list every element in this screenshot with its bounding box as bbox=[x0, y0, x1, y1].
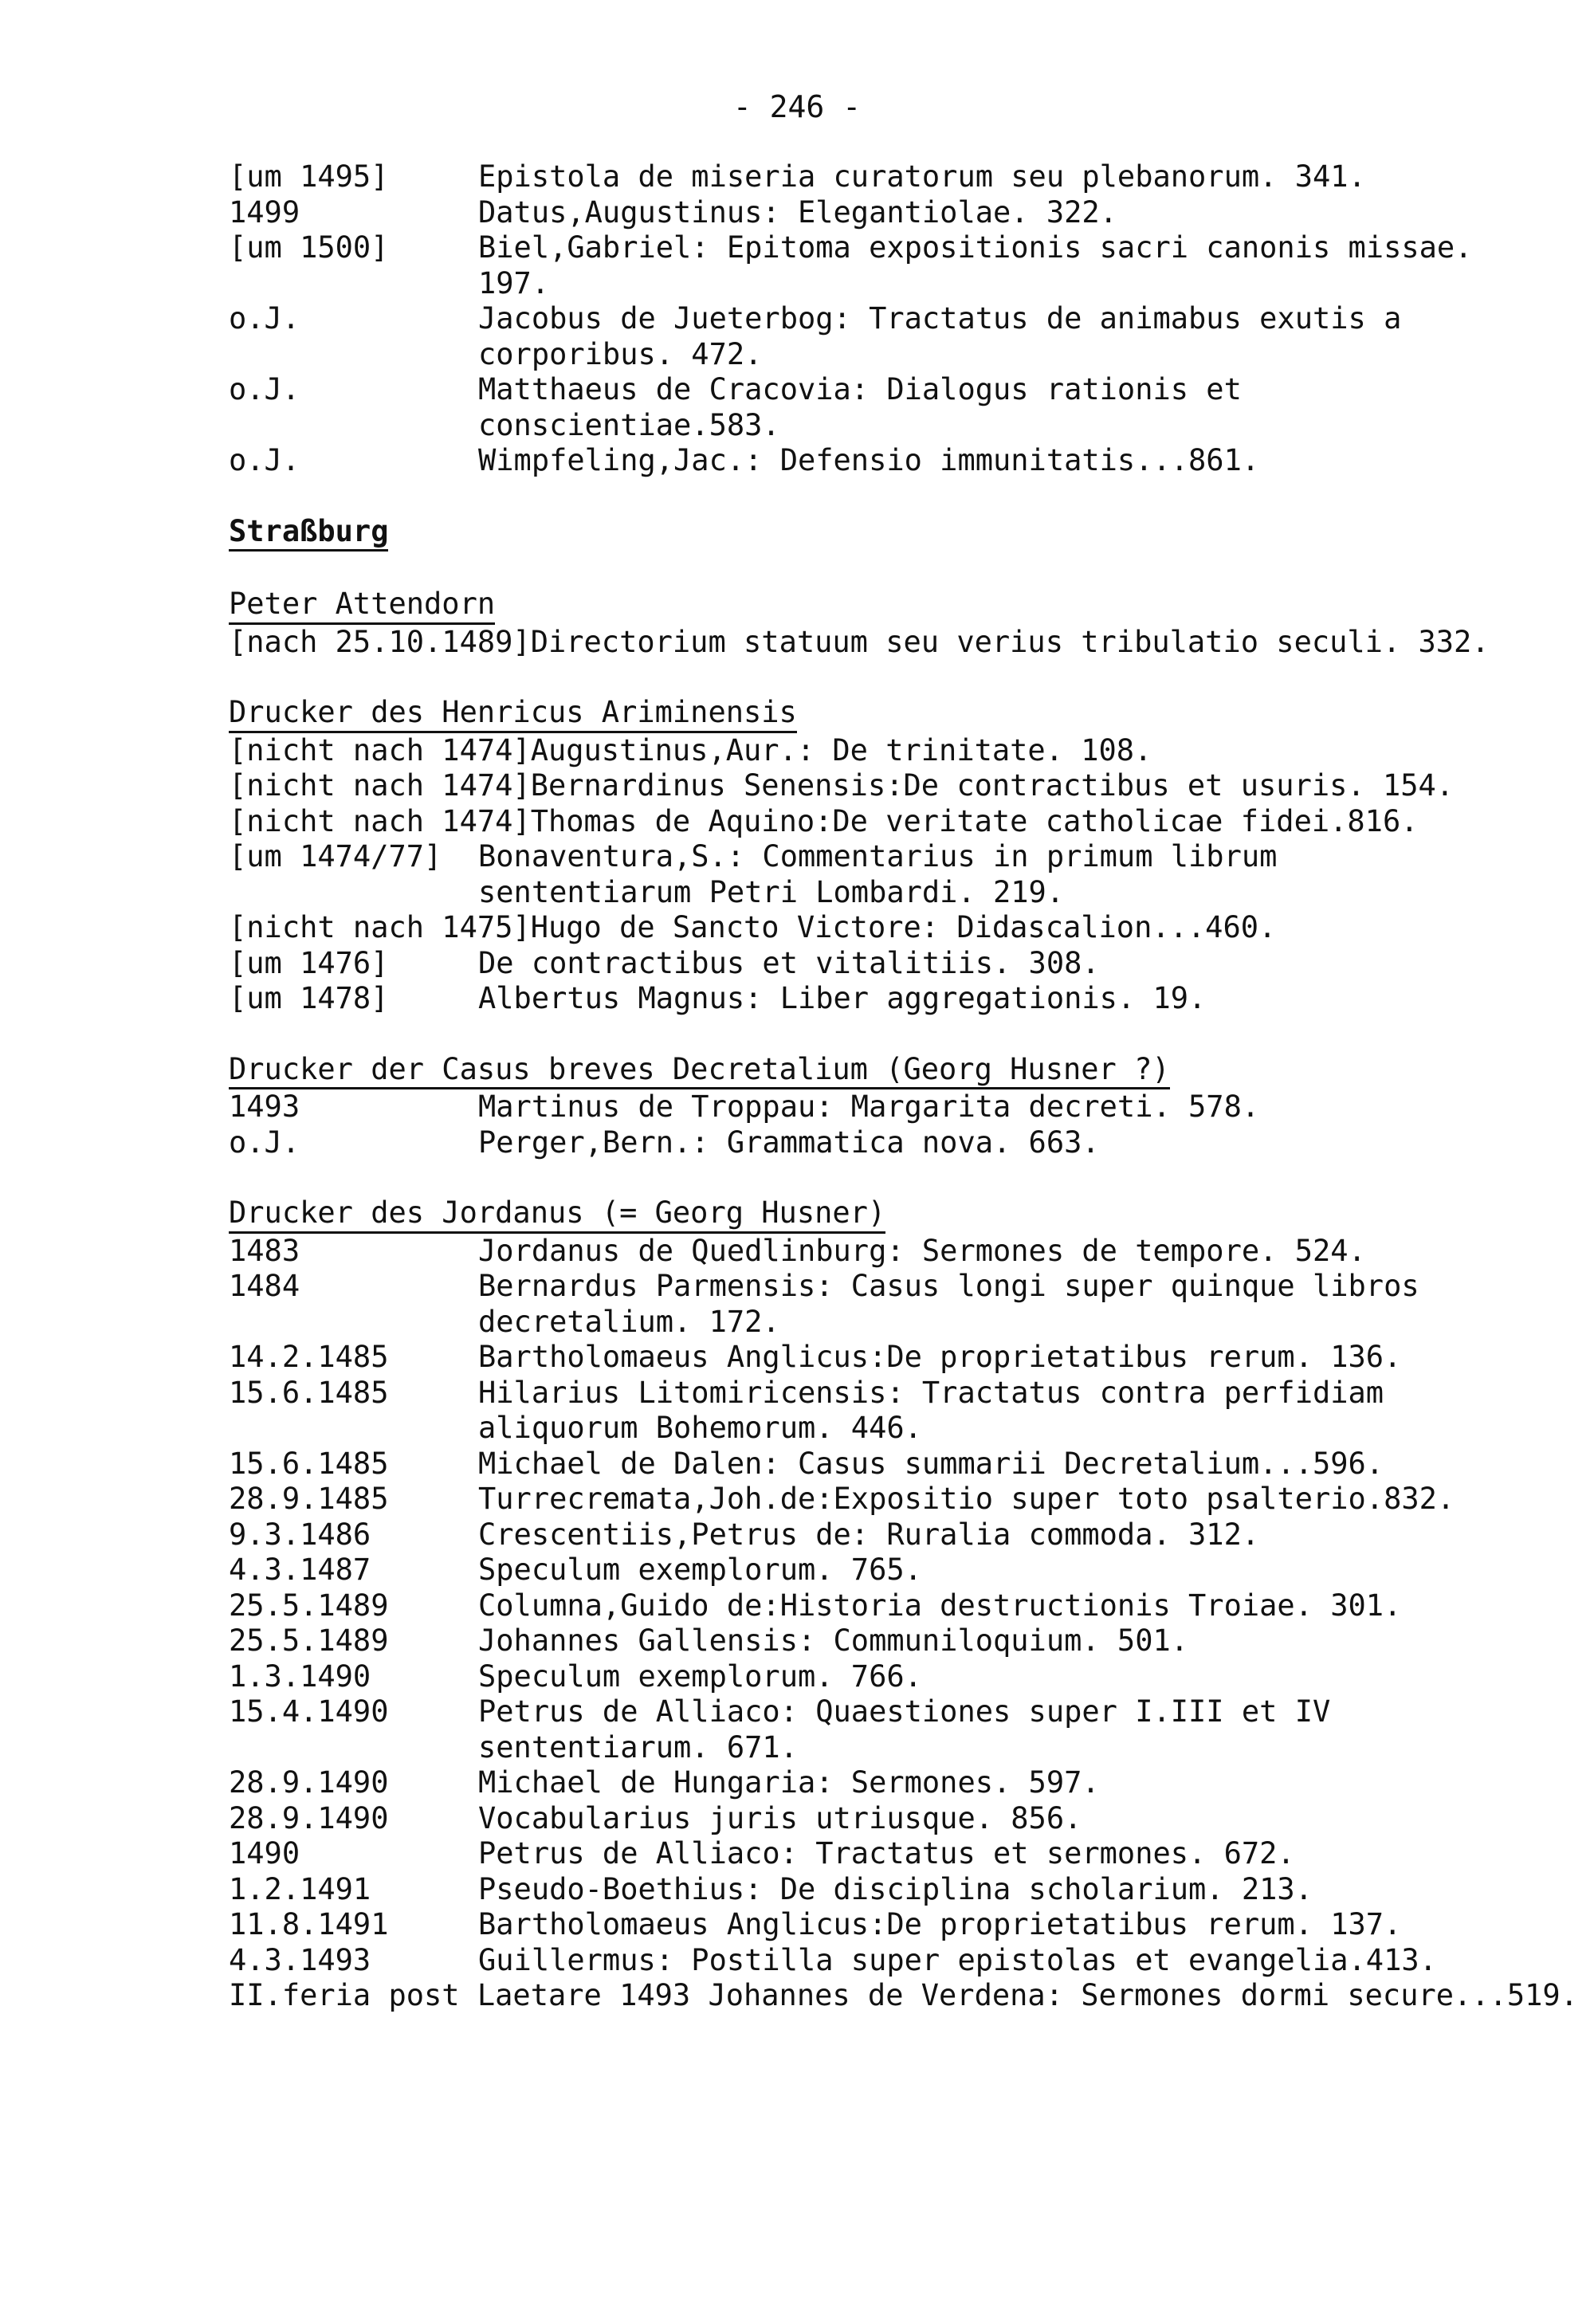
list-item bbox=[229, 372, 1504, 443]
list-item bbox=[229, 1659, 1504, 1695]
printer-section bbox=[229, 587, 1504, 660]
list-item bbox=[229, 1801, 1504, 1837]
list-item bbox=[229, 1269, 1504, 1340]
list-item bbox=[229, 1376, 1504, 1447]
entry-date: 11.8.1491 bbox=[229, 1907, 389, 1941]
entry-text: Martinus de Troppau: Margarita decreti. 578. bbox=[478, 1089, 1260, 1124]
city-heading: Straßburg bbox=[229, 514, 388, 552]
page-content bbox=[229, 159, 1578, 2014]
list-item bbox=[229, 733, 1504, 769]
entry-date: [nicht nach 1474] bbox=[229, 803, 531, 838]
printer-entries bbox=[229, 625, 1504, 661]
page-number: - 246 - bbox=[732, 89, 862, 124]
entry-text: Petrus de Alliaco: Quaestiones super I.III et IV sententiarum. 671. bbox=[478, 1694, 1331, 1765]
entry-text: Directorium statuum seu verius tribulatio seculi. 332. bbox=[530, 624, 1490, 659]
entry-date: o.J. bbox=[229, 443, 300, 477]
list-item bbox=[229, 1553, 1504, 1588]
list-item bbox=[229, 1482, 1504, 1517]
entry-date: 1483 bbox=[229, 1233, 300, 1268]
entry-text: Augustinus,Aur.: De trinitate. 108. bbox=[530, 732, 1152, 767]
list-item bbox=[229, 230, 1504, 301]
list-item bbox=[229, 981, 1504, 1017]
entry-text: Thomas de Aquino:De veritate catholicae fidei.816. bbox=[530, 803, 1419, 838]
entry-text: Jacobus de Jueterbog: Tractatus de animabus exutis a corporibus. 472. bbox=[478, 301, 1402, 371]
entry-date: 25.5.1489 bbox=[229, 1588, 389, 1623]
entry-date: 15.4.1490 bbox=[229, 1694, 389, 1729]
entry-date: o.J. bbox=[229, 1125, 300, 1160]
entry-date: [um 1495] bbox=[229, 159, 389, 194]
list-item bbox=[229, 1517, 1504, 1553]
printer-heading: Drucker des Jordanus (= Georg Husner) bbox=[229, 1195, 885, 1234]
list-item bbox=[229, 1765, 1504, 1801]
printer-heading: Drucker des Henricus Ariminensis bbox=[229, 695, 797, 733]
entry-text: Hilarius Litomiricensis: Tractatus contra perfidiam aliquorum Bohemorum. 446. bbox=[478, 1375, 1384, 1445]
list-item bbox=[229, 804, 1504, 840]
printer-section bbox=[229, 695, 1504, 1017]
final-entry-line: II.feria post Laetare 1493 Johannes de Verdena: Sermones dormi secure...519. bbox=[229, 1978, 1578, 2012]
list-item bbox=[229, 839, 1504, 910]
entry-date: 28.9.1485 bbox=[229, 1482, 389, 1516]
entry-text: Matthaeus de Cracovia: Dialogus rationis et conscientiae.583. bbox=[478, 372, 1242, 442]
list-item bbox=[229, 301, 1504, 372]
entry-text: Bartholomaeus Anglicus:De proprietatibus rerum. 136. bbox=[478, 1340, 1402, 1374]
entry-text: Michael de Dalen: Casus summarii Decretalium...596. bbox=[478, 1446, 1384, 1481]
printer-entries bbox=[229, 1234, 1504, 1979]
entry-date: 1490 bbox=[229, 1836, 300, 1871]
list-item bbox=[229, 1089, 1504, 1125]
entry-date: 15.6.1485 bbox=[229, 1446, 389, 1481]
entry-date: 1.3.1490 bbox=[229, 1659, 371, 1694]
entry-text: Guillermus: Postilla super epistolas et evangelia.413. bbox=[478, 1942, 1437, 1977]
entry-date: [nach 25.10.1489] bbox=[229, 624, 531, 659]
printer-entries bbox=[229, 1089, 1504, 1160]
list-item bbox=[229, 625, 1504, 661]
entry-text: Bernardus Parmensis: Casus longi super quinque libros decretalium. 172. bbox=[478, 1269, 1419, 1339]
entry-date: [nicht nach 1474] bbox=[229, 768, 531, 803]
list-item bbox=[229, 1623, 1504, 1659]
entry-date: 1484 bbox=[229, 1269, 300, 1303]
entry-text: Turrecremata,Joh.de:Expositio super toto psalterio.832. bbox=[478, 1482, 1455, 1516]
list-item bbox=[229, 1836, 1504, 1872]
list-item bbox=[229, 1447, 1504, 1482]
entry-date: 28.9.1490 bbox=[229, 1765, 389, 1800]
entry-text: Michael de Hungaria: Sermones. 597. bbox=[478, 1765, 1100, 1800]
list-item bbox=[229, 1907, 1504, 1943]
list-item bbox=[229, 1234, 1504, 1270]
entry-date: [um 1474/77] bbox=[229, 839, 442, 873]
entry-text: Jordanus de Quedlinburg: Sermones de tempore. 524. bbox=[478, 1233, 1366, 1268]
entry-date: [nicht nach 1475] bbox=[229, 910, 531, 944]
entry-date: o.J. bbox=[229, 372, 300, 406]
entry-text: Vocabularius juris utriusque. 856. bbox=[478, 1800, 1082, 1835]
list-item bbox=[229, 910, 1504, 946]
list-item bbox=[229, 195, 1504, 231]
entry-text: Epistola de miseria curatorum seu plebanorum. 341. bbox=[478, 159, 1366, 194]
entry-text: Datus,Augustinus: Elegantiolae. 322. bbox=[478, 194, 1117, 230]
entry-date: [um 1476] bbox=[229, 945, 389, 980]
entry-date: 28.9.1490 bbox=[229, 1800, 389, 1835]
entry-date: 9.3.1486 bbox=[229, 1517, 371, 1552]
list-item bbox=[229, 946, 1504, 982]
entry-date: 14.2.1485 bbox=[229, 1340, 389, 1374]
entry-text: Petrus de Alliaco: Tractatus et sermones. 672. bbox=[478, 1836, 1295, 1871]
printer-heading: Drucker der Casus breves Decretalium (Georg Husner ?) bbox=[229, 1052, 1170, 1090]
top-entries bbox=[229, 159, 1504, 479]
entry-date: 4.3.1487 bbox=[229, 1553, 371, 1587]
entry-date: 1.2.1491 bbox=[229, 1871, 371, 1906]
list-item bbox=[229, 1125, 1504, 1161]
list-item bbox=[229, 159, 1504, 195]
entry-text: Albertus Magnus: Liber aggregationis. 19. bbox=[478, 981, 1207, 1015]
city-section bbox=[229, 513, 1578, 2014]
entry-text: Wimpfeling,Jac.: Defensio immunitatis...861. bbox=[478, 443, 1260, 477]
entry-text: Speculum exemplorum. 766. bbox=[478, 1659, 922, 1694]
entry-text: Speculum exemplorum. 765. bbox=[478, 1553, 922, 1587]
entry-date: [um 1500] bbox=[229, 230, 389, 265]
list-item bbox=[229, 1340, 1504, 1376]
entry-text: Perger,Bern.: Grammatica nova. 663. bbox=[478, 1125, 1100, 1160]
entry-text: Johannes Gallensis: Communiloquium. 501. bbox=[478, 1623, 1189, 1658]
entry-date: [nicht nach 1474] bbox=[229, 732, 531, 767]
list-item bbox=[229, 1943, 1504, 1979]
entry-text: Pseudo-Boethius: De disciplina scholarium. 213. bbox=[478, 1871, 1313, 1906]
entry-text: Bartholomaeus Anglicus:De proprietatibus rerum. 137. bbox=[478, 1907, 1402, 1941]
entry-date: 15.6.1485 bbox=[229, 1375, 389, 1410]
printer-section bbox=[229, 1195, 1578, 2014]
entry-text: Bernardinus Senensis:De contractibus et usuris. 154. bbox=[530, 768, 1455, 803]
list-item bbox=[229, 768, 1504, 804]
entry-text: Crescentiis,Petrus de: Ruralia commoda. 312. bbox=[478, 1517, 1260, 1552]
list-item bbox=[229, 443, 1504, 479]
entry-text: Columna,Guido de:Historia destructionis Troiae. 301. bbox=[478, 1588, 1402, 1623]
entry-text: Hugo de Sancto Victore: Didascalion...460. bbox=[530, 910, 1277, 944]
entry-date: 1493 bbox=[229, 1089, 300, 1124]
list-item bbox=[229, 1588, 1504, 1624]
printer-section bbox=[229, 1052, 1504, 1161]
entry-date: 4.3.1493 bbox=[229, 1942, 371, 1977]
list-item bbox=[229, 1872, 1504, 1908]
entry-date: o.J. bbox=[229, 301, 300, 336]
entry-date: 25.5.1489 bbox=[229, 1623, 389, 1658]
entry-text: De contractibus et vitalitiis. 308. bbox=[478, 945, 1100, 980]
printer-entries bbox=[229, 733, 1504, 1017]
entry-text: Bonaventura,S.: Commentarius in primum librum sententiarum Petri Lombardi. 219. bbox=[478, 839, 1278, 909]
entry-date: 1499 bbox=[229, 194, 300, 230]
entry-text: Biel,Gabriel: Epitoma expositionis sacri canonis missae. 197. bbox=[478, 230, 1473, 300]
printer-heading: Peter Attendorn bbox=[229, 587, 495, 625]
list-item bbox=[229, 1694, 1504, 1765]
entry-date: [um 1478] bbox=[229, 981, 389, 1015]
